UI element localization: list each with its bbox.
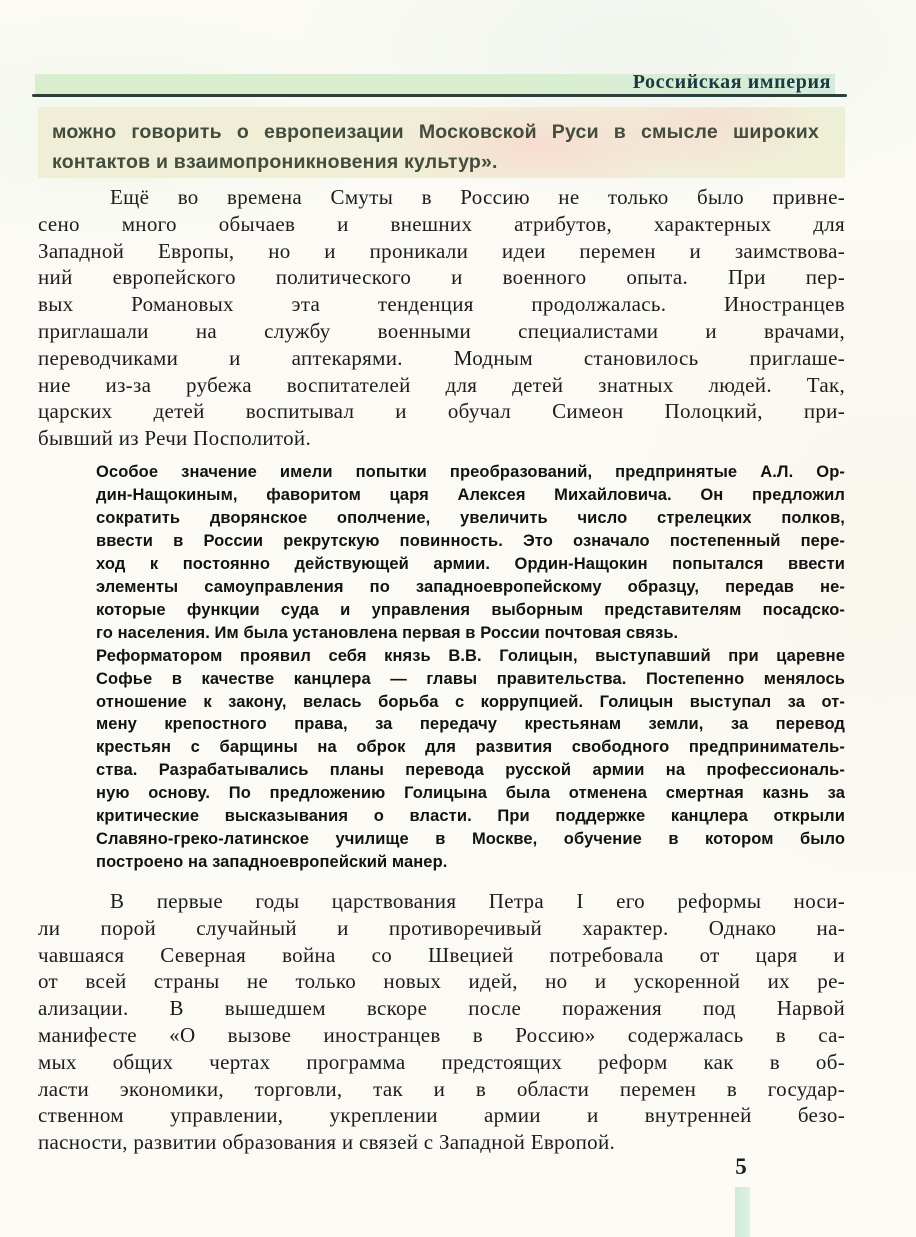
text-line: ную основу. По предложению Голицына была отменена смертная казнь за bbox=[96, 784, 845, 803]
inset-paragraph-2 bbox=[96, 645, 845, 875]
text-line: приглашали на службу военными специалистами и врачами, bbox=[38, 318, 845, 343]
body-paragraph-1 bbox=[38, 184, 845, 452]
text-line: вых Романовых эта тенденция продолжалась. Иностранцев bbox=[38, 292, 845, 317]
text-line: пасности, развитии образования и связей с Западной Европой. bbox=[38, 1130, 616, 1155]
quote-highlight-box bbox=[38, 107, 845, 178]
text-line: манифесте «О вызове иностранцев в Россию» содержалась в са- bbox=[38, 1022, 845, 1047]
page-number: 5 bbox=[735, 1154, 747, 1179]
text-line: ализации. В вышедшем вскоре после поражения под Нарвой bbox=[38, 996, 845, 1021]
text-line: ласти экономики, торговли, так и в области перемен в государ- bbox=[38, 1076, 845, 1101]
text-line: контактов и взаимопроникновения культур». bbox=[52, 151, 498, 173]
text-line: Ещё во времена Смуты в Россию не только было привне- bbox=[110, 185, 845, 209]
text-line: Славяно-греко-латинское училище в Москве, обучение в котором было bbox=[96, 830, 845, 849]
text-line: Западной Европы, но и проникали идеи перемен и заимствова- bbox=[38, 238, 845, 263]
text-line: сократить дворянское ополчение, увеличить число стрелецких полков, bbox=[96, 508, 845, 527]
text-line: ние из-за рубежа воспитателей для детей знатных людей. Так, bbox=[38, 372, 845, 397]
text-line: ний европейского политического и военного опыта. При пер- bbox=[38, 265, 845, 290]
text-line: го населения. Им была установлена первая в России почтовая связь. bbox=[96, 623, 679, 642]
text-line: которые функции суда и управления выборным представителям посадско- bbox=[96, 600, 845, 619]
text-line: мену крепостного права, за передачу крестьянам земли, за перевод bbox=[96, 715, 845, 734]
text-line: критические высказывания о власти. При поддержке канцлера открыли bbox=[96, 807, 845, 826]
body-paragraph-2 bbox=[38, 888, 845, 1156]
text-line: ства. Разрабатывались планы перевода русской армии на профессиональ- bbox=[96, 761, 845, 780]
text-line: отношение к закону, велась борьба с коррупцией. Голицын выступал за от- bbox=[96, 692, 845, 711]
header-rule bbox=[32, 94, 847, 97]
text-line: построено на западноевропейский манер. bbox=[96, 853, 448, 872]
text-line: от всей страны не только новых идей, но и ускоренной их ре- bbox=[38, 969, 845, 994]
text-line: царских детей воспитывал и обучал Симеон Полоцкий, при- bbox=[38, 399, 845, 424]
text-line: переводчиками и аптекарями. Модным становилось приглаше- bbox=[38, 345, 845, 370]
text-line: бывший из Речи Посполитой. bbox=[38, 426, 312, 451]
text-line: мых общих чертах программа предстоящих реформ как в об- bbox=[38, 1049, 845, 1074]
text-line: сено много обычаев и внешних атрибутов, характерных для bbox=[38, 211, 845, 236]
text-line: ход к постоянно действующей армии. Ордин-Нащокин попытался ввести bbox=[96, 554, 845, 573]
text-line: Особое значение имели попытки преобразований, предпринятые А.Л. Ор- bbox=[96, 463, 845, 481]
inset-reading-block bbox=[96, 461, 845, 874]
text-line: дин-Нащокиным, фаворитом царя Алексея Михайловича. Он предложил bbox=[96, 485, 845, 504]
text-line: крестьян с барщины на оброк для развития свободного предприниматель- bbox=[96, 738, 845, 757]
text-line: элементы самоуправления по западноевропейскому образцу, передав не- bbox=[96, 577, 845, 596]
text-line: В первые годы царствования Петра I его реформы носи- bbox=[110, 889, 845, 913]
text-line: Реформатором проявил себя князь В.В. Голицын, выступавший при царевне bbox=[96, 646, 845, 665]
running-header-title: Российская империя bbox=[632, 71, 831, 93]
page-edge-bar bbox=[735, 1187, 750, 1237]
text-line: можно говорить о европеизации Московской Руси в смысле широких bbox=[52, 121, 819, 143]
text-line: чавшаяся Северная война со Швецией потребовала от царя и bbox=[38, 942, 845, 967]
running-header bbox=[35, 71, 835, 95]
text-line: ввести в России рекрутскую повинность. Это означало постепенный пере- bbox=[96, 531, 845, 550]
inset-paragraph-1 bbox=[96, 461, 845, 645]
text-line: Софье в качестве канцлера — главы правительства. Постепенно менялось bbox=[96, 669, 845, 688]
text-line: ли порой случайный и противоречивый характер. Однако на- bbox=[38, 915, 845, 940]
text-line: ственном управлении, укреплении армии и внутренней безо- bbox=[38, 1103, 845, 1128]
